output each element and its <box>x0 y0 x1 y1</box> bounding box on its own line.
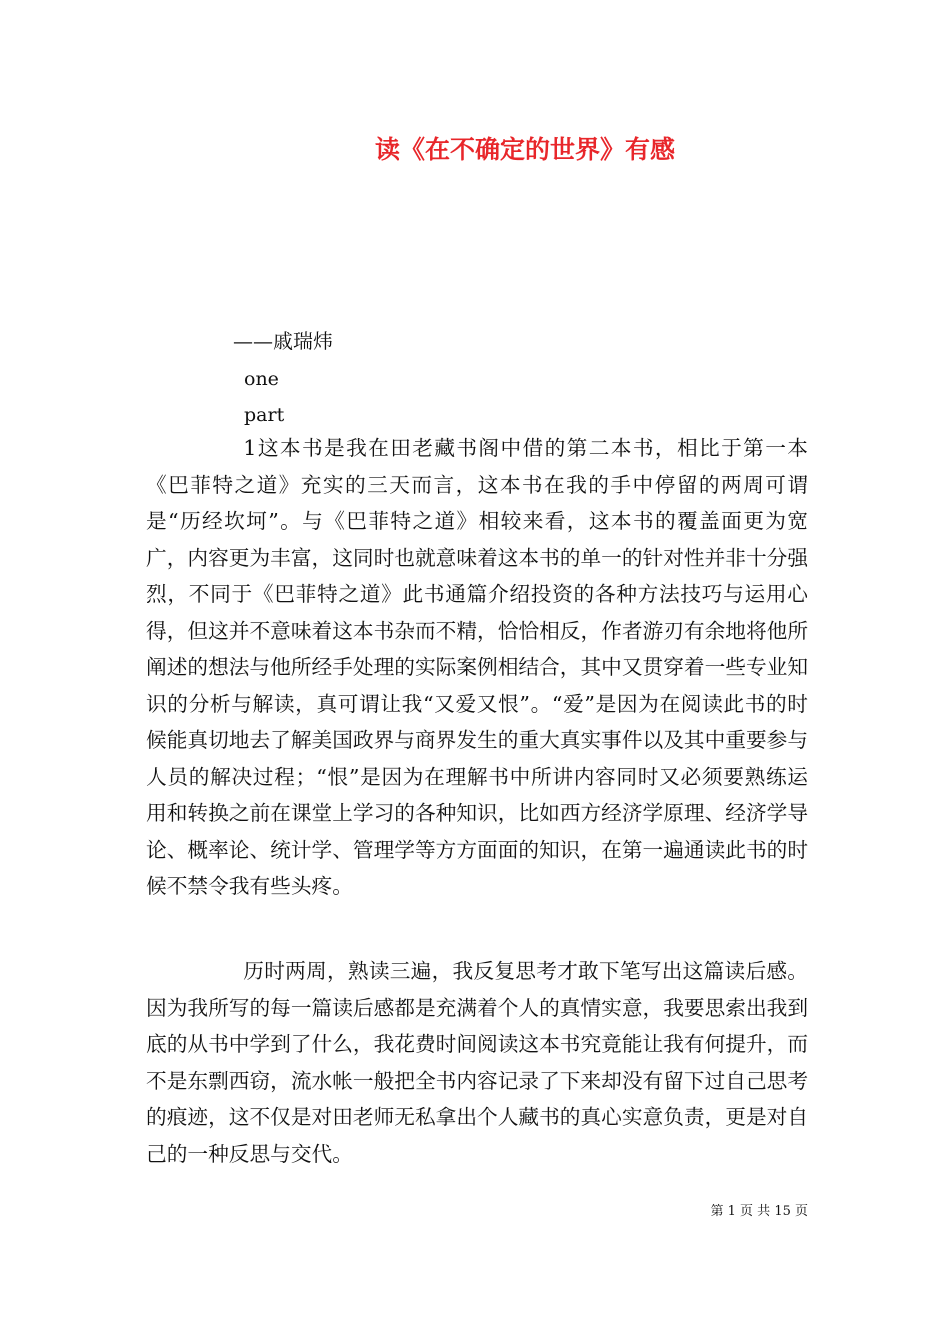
document-title: 读《在不确定的世界》有感 <box>374 135 675 164</box>
body-paragraph-2-container <box>146 953 808 1172</box>
section-label-one: one <box>244 368 279 390</box>
page-footer: 第 1 页 共 15 页 <box>710 1204 808 1219</box>
body-paragraph-1-container <box>146 430 808 905</box>
section-label-part: part <box>244 404 285 426</box>
body-paragraph-1: 1这本书是我在田老藏书阁中借的第二本书，相比于第一本《巴菲特之道》充实的三天而言，这本书在我的手中停留的两周可谓是“历经坎坷”。与《巴菲特之道》相较来看，这本书的覆盖面更为宽广，内容更为丰富，这同时也就意味着这本书的单一的针对性并非十分强烈，不同于《巴菲特之道》此书通篇介绍投资的各种方法技巧与运用心得，但这并不意味着这本书杂而不精，恰恰相反，作者游刃有余地将他所阐述的想法与他所经手处理的实际案例相结合，其中又贯穿着一些专业知识的分析与解读，真可谓让我“又爱又恨”。“爱”是因为在阅读此书的时候能真切地去了解美国政界与商界发生的重大真实事件以及其中重要参与人员的解决过程；“恨”是因为在理解书中所讲内容同时又必须要熟练运用和转换之前在课堂上学习的各种知识，比如西方经济学原理、经济学导论、概率论、统计学、管理学等方方面面的知识，在第一遍通读此书的时候不禁令我有些头疼。 <box>146 436 809 898</box>
body-paragraph-2: 历时两周，熟读三遍，我反复思考才敢下笔写出这篇读后感。因为我所写的每一篇读后感都是充满着个人的真情实意，我要思索出我到底的从书中学到了什么，我花费时间阅读这本书究竟能让我有何提升，而不是东剽西窃，流水帐一般把全书内容记录了下来却没有留下过自己思考的痕迹，这不仅是对田老师无私拿出个人藏书的真心实意负责，更是对自己的一种反思与交代。 <box>146 959 809 1166</box>
author-line: ——戚瑞炜 <box>233 329 333 353</box>
